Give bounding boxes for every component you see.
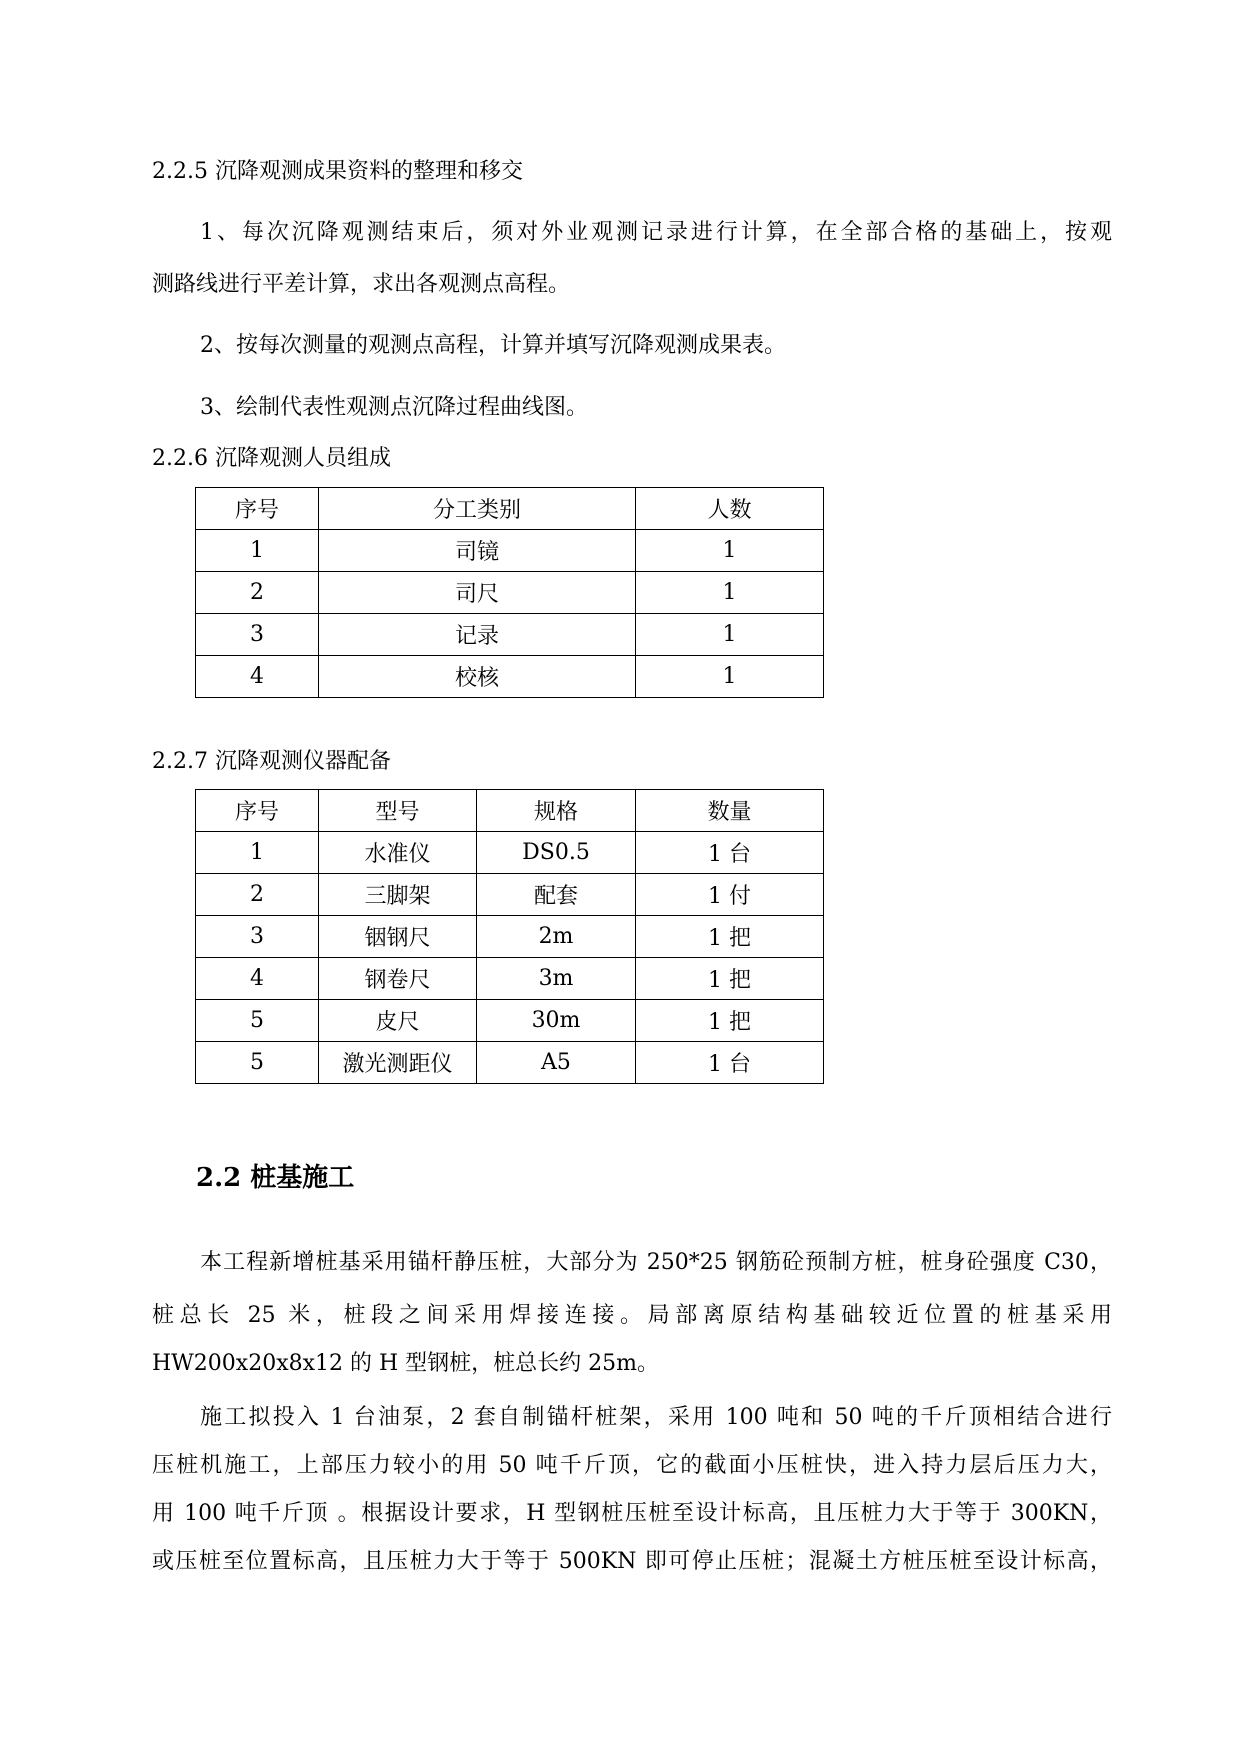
table-cell: 1 把 <box>636 958 824 1000</box>
table-cell: 5 <box>196 1000 319 1042</box>
table-row <box>196 958 824 1000</box>
section-heading-2-2-6: 2.2.6 沉降观测人员组成 <box>152 446 391 471</box>
table-row <box>196 656 824 698</box>
table-row <box>196 832 824 874</box>
paragraph-line <box>152 1499 1112 1529</box>
table-cell: DS0.5 <box>477 832 636 874</box>
paragraph-text: 本工程新增桩基采用锚杆静压桩，大部分为 250*25 钢筋砼预制方桩，桩身砼强度 C30， <box>200 1250 1112 1275</box>
table-cell: 水准仪 <box>319 832 477 874</box>
table-cell: 2 <box>196 572 319 614</box>
table-cell: A5 <box>477 1042 636 1084</box>
header-cell: 数量 <box>636 790 824 832</box>
table-cell: 1 台 <box>636 832 824 874</box>
header-cell: 人数 <box>636 488 824 530</box>
table-header-row <box>196 790 824 832</box>
table-row <box>196 572 824 614</box>
instrument-table <box>195 789 824 1084</box>
table-cell: 30m <box>477 1000 636 1042</box>
table-cell: 1 <box>196 832 319 874</box>
table-cell: 三脚架 <box>319 874 477 916</box>
paragraph-line: HW200x20x8x12 的 H 型钢桩，桩总长约 25m。 <box>152 1351 660 1376</box>
section-title-2-2: 2.2 桩基施工 <box>196 1163 355 1193</box>
list-item: 2、按每次测量的观测点高程，计算并填写沉降观测成果表。 <box>200 333 786 358</box>
table-cell: 钢卷尺 <box>319 958 477 1000</box>
paragraph-text: 1、每次沉降观测结束后，须对外业观测记录进行计算，在全部合格的基础上，按观 <box>200 220 1112 245</box>
table-cell: 校核 <box>319 656 636 698</box>
table-cell: 1 台 <box>636 1042 824 1084</box>
table-cell: 2m <box>477 916 636 958</box>
table-row <box>196 874 824 916</box>
table-cell: 1 把 <box>636 1000 824 1042</box>
table-row <box>196 916 824 958</box>
paragraph-line <box>200 218 1112 248</box>
table-cell: 1 把 <box>636 916 824 958</box>
table-cell: 记录 <box>319 614 636 656</box>
header-cell: 序号 <box>196 790 319 832</box>
paragraph-text: 压桩机施工，上部压力较小的用 50 吨千斤顶，它的截面小压桩快，进入持力层后压力大， <box>152 1453 1112 1478</box>
section-heading-2-2-7: 2.2.7 沉降观测仪器配备 <box>152 749 391 774</box>
table-cell: 配套 <box>477 874 636 916</box>
paragraph-line <box>200 1248 1112 1278</box>
header-cell: 规格 <box>477 790 636 832</box>
table-cell: 3 <box>196 916 319 958</box>
table-cell: 1 <box>636 614 824 656</box>
paragraph-text: 桩总长 25 米，桩段之间采用焊接连接。局部离原结构基础较近位置的桩基采用 <box>152 1303 1112 1328</box>
paragraph-text: 施工拟投入 1 台油泵，2 套自制锚杆桩架，采用 100 吨和 50 吨的千斤顶相结合进行 <box>200 1405 1112 1430</box>
table-row <box>196 614 824 656</box>
table-cell: 4 <box>196 656 319 698</box>
table-row <box>196 530 824 572</box>
table-header-row <box>196 488 824 530</box>
paragraph-line <box>152 1301 1112 1331</box>
table-cell: 3 <box>196 614 319 656</box>
table-cell: 3m <box>477 958 636 1000</box>
header-cell: 序号 <box>196 488 319 530</box>
table-cell: 1 付 <box>636 874 824 916</box>
paragraph-line <box>200 1403 1112 1433</box>
table-cell: 1 <box>636 656 824 698</box>
table-row <box>196 1000 824 1042</box>
table-cell: 铟钢尺 <box>319 916 477 958</box>
table-cell: 1 <box>636 572 824 614</box>
section-heading-2-2-5: 2.2.5 沉降观测成果资料的整理和移交 <box>152 159 523 184</box>
table-cell: 1 <box>636 530 824 572</box>
table-cell: 皮尺 <box>319 1000 477 1042</box>
paragraph-line <box>152 1451 1112 1481</box>
list-item: 3、绘制代表性观测点沉降过程曲线图。 <box>200 395 588 420</box>
table-row <box>196 1042 824 1084</box>
table-cell: 5 <box>196 1042 319 1084</box>
table-cell: 4 <box>196 958 319 1000</box>
header-cell: 分工类别 <box>319 488 636 530</box>
paragraph-text: 或压桩至位置标高，且压桩力大于等于 500KN 即可停止压桩；混凝土方桩压桩至设计标高， <box>152 1549 1112 1574</box>
table-cell: 1 <box>196 530 319 572</box>
table-cell: 司镜 <box>319 530 636 572</box>
table-cell: 2 <box>196 874 319 916</box>
table-cell: 激光测距仪 <box>319 1042 477 1084</box>
header-cell: 型号 <box>319 790 477 832</box>
staff-table <box>195 487 824 698</box>
table-cell: 司尺 <box>319 572 636 614</box>
paragraph-text: 用 100 吨千斤顶 。根据设计要求，H 型钢桩压桩至设计标高，且压桩力大于等于 300KN， <box>152 1501 1112 1526</box>
paragraph-line <box>152 1547 1112 1577</box>
paragraph-line: 测路线进行平差计算，求出各观测点高程。 <box>152 272 571 297</box>
